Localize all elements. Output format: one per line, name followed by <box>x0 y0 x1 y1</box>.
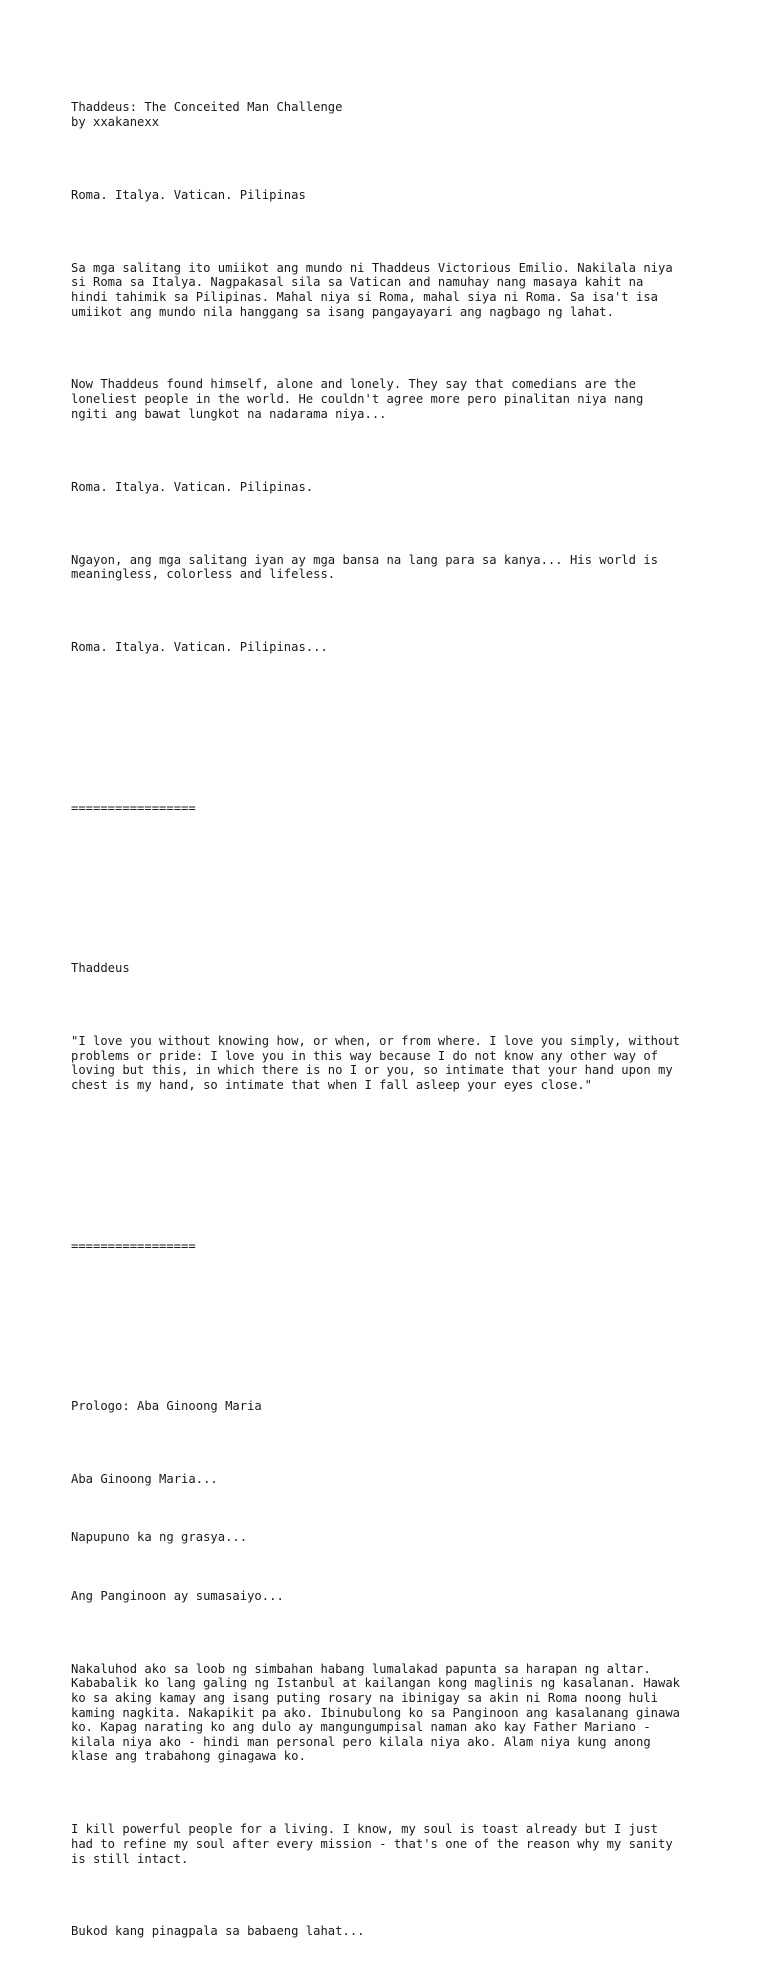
spacer <box>71 1151 711 1195</box>
prayer-line: Bukod kang pinagpala sa babaeng lahat... <box>71 1924 365 1939</box>
text-line: si Roma sa Italya. Nagpakasal sila sa Vatican and namuhay nang masaya kahit na <box>71 275 644 290</box>
text-line: Ngayon, ang mga salitang iyan ay mga bansa na lang para sa kanya... His world is <box>71 552 658 567</box>
text-line: ngiti ang bawat lungkot na nadarama niya... <box>71 406 387 421</box>
text-line: chest is my hand, so intimate that when I fall asleep your eyes close." <box>71 1078 592 1092</box>
prayer-line: Ang Panginoon ay sumasaiyo... <box>71 1588 284 1603</box>
text-line: ko. Kapag narating ko ang dulo ay mangungumpisal naman ako kay Father Mariano - <box>71 1720 651 1735</box>
text-line: Sa mga salitang ito umiikot ang mundo ni Thaddeus Victorious Emilio. Nakilala niya <box>71 260 673 275</box>
document-page <box>71 71 711 1968</box>
text-line: problems or pride: I love you in this way because I do not know any other way of <box>71 1048 658 1063</box>
intro-line: Roma. Italya. Vatican. Pilipinas... <box>71 640 328 655</box>
spacer <box>71 874 711 918</box>
chapter-title: Prologo: Aba Ginoong Maria <box>71 1399 262 1414</box>
section-heading: Thaddeus <box>71 961 130 976</box>
text-line: Nakaluhod ako sa loob ng simbahan habang lumalakad papunta sa harapan ng altar. <box>71 1661 651 1676</box>
text-line: meaningless, colorless and lifeless. <box>71 567 336 582</box>
text-line: loneliest people in the world. He couldn't agree more pero pinalitan niya nang <box>71 392 644 407</box>
prayer-line: Napupuno ka ng grasya... <box>71 1530 248 1545</box>
paragraph <box>71 553 711 582</box>
intro-line: Roma. Italya. Vatican. Pilipinas. <box>71 479 314 494</box>
story-title: Thaddeus: The Conceited Man Challenge <box>71 100 343 115</box>
text-line: Now Thaddeus found himself, alone and lonely. They say that comedians are the <box>71 377 636 392</box>
text-line: Kababalik ko lang galing ng Istanbul at kailangan kong maglinis ng kasalanan. Hawak <box>71 1676 681 1691</box>
quote-paragraph <box>71 1034 711 1092</box>
text-line: hindi tahimik sa Pilipinas. Mahal niya si Roma, mahal siya ni Roma. Sa isa't isa <box>71 289 658 304</box>
text-line: is still intact. <box>71 1851 189 1866</box>
text-line: I kill powerful people for a living. I know, my soul is toast already but I just <box>71 1822 658 1837</box>
prayer-line: Aba Ginoong Maria... <box>71 1472 218 1487</box>
paragraph <box>71 261 711 319</box>
text-line: kilala niya ako - hindi man personal pero kilala niya ako. Alam niya kung anong <box>71 1734 651 1749</box>
paragraph <box>71 1662 711 1764</box>
spacer <box>71 1312 711 1356</box>
text-line: kaming nagkita. Nakapikit pa ako. Ibinubulong ko sa Panginoon ang kasalanang ginawa <box>71 1705 681 1720</box>
text-line: klase ang trabahong ginagawa ko. <box>71 1749 306 1764</box>
spacer <box>71 713 711 757</box>
intro-line: Roma. Italya. Vatican. Pilipinas <box>71 187 306 202</box>
story-author: by xxakanexx <box>71 114 160 129</box>
text-line: had to refine my soul after every mission - that's one of the reason why my sanity <box>71 1836 673 1851</box>
paragraph <box>71 377 711 421</box>
document-header <box>71 100 711 129</box>
text-line: loving but this, in which there is no I or you, so intimate that your hand upon my <box>71 1063 673 1078</box>
paragraph <box>71 1822 711 1866</box>
text-line: umiikot ang mundo nila hanggang sa isang pangayayari ang nagbago ng lahat. <box>71 304 614 319</box>
text-line: "I love you without knowing how, or when, or from where. I love you simply, without <box>71 1034 681 1049</box>
section-divider: ================= <box>71 800 196 815</box>
section-divider: ================= <box>71 1238 196 1253</box>
text-line: ko sa aking kamay ang isang puting rosary na ibinigay sa akin ni Roma noong huli <box>71 1690 658 1705</box>
